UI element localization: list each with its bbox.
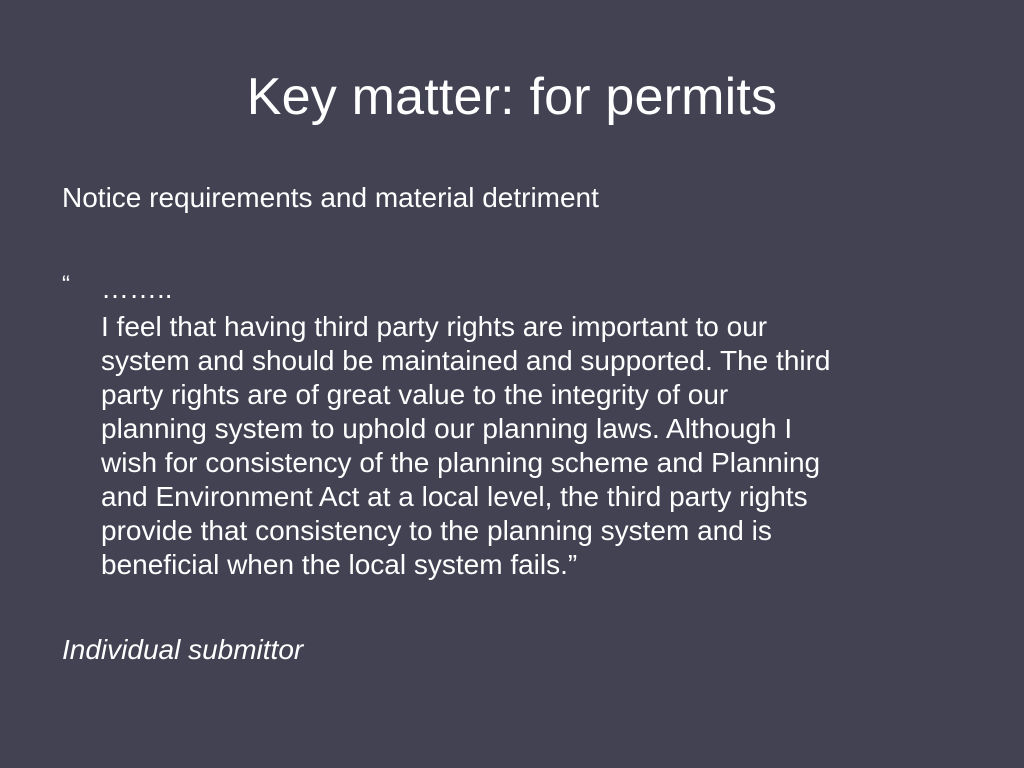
quote-body	[101, 272, 981, 582]
open-quote-mark: “	[62, 271, 70, 298]
slide-title: Key matter: for permits	[246, 68, 778, 126]
quote-ellipsis: ……..	[101, 273, 173, 304]
quote-attribution: Individual submittor	[62, 634, 304, 665]
slide-subtitle: Notice requirements and material detriment	[62, 182, 599, 213]
quote-text: I feel that having third party rights are important to our system and should be maintained and supported. The third party rights are of great value to the integrity of our planning system to uphold our planning laws. Although I wish for consistency of the planning scheme and Planning and Environment Act at a local level, the third party rights provide that consistency to the planning system and is beneficial when the local system fails.”	[101, 311, 831, 580]
